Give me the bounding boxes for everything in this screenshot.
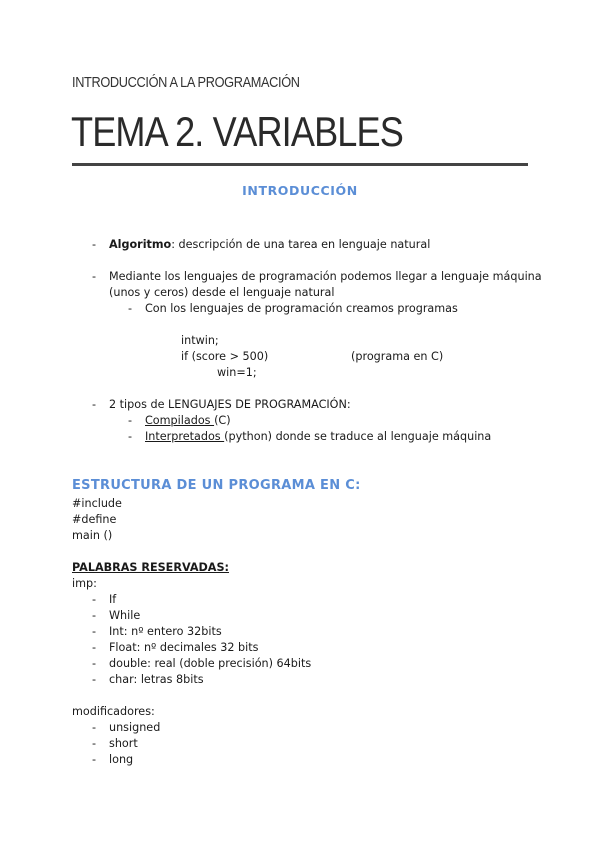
lenguajes-line-1: Mediante los lenguajes de programación podemos llegar a lenguaje máquina	[109, 270, 542, 283]
intro-heading: INTRODUCCIÓN	[242, 183, 358, 198]
title-divider	[72, 163, 528, 166]
compilados-rest: (C)	[214, 414, 231, 427]
modificadores-label: modificadores:	[72, 705, 155, 718]
bullet-dash: -	[92, 657, 97, 670]
bullet-dash: -	[92, 593, 97, 606]
bullet-dash: -	[92, 270, 97, 283]
estructura-line: #define	[72, 513, 117, 526]
sub-bullet-dash: -	[128, 302, 133, 315]
sub-bullet-dash: -	[128, 414, 133, 427]
sub-bullet-dash: -	[128, 430, 133, 443]
bullet-dash: -	[92, 238, 97, 251]
programas-line: Con los lenguajes de programación creamos programas	[145, 302, 458, 315]
bullet-dash: -	[92, 753, 97, 766]
bullet-dash: -	[92, 609, 97, 622]
compilados-term: Compilados	[145, 414, 215, 427]
bullet-dash: -	[92, 398, 97, 411]
interpretados-term: Interpretados	[145, 430, 225, 443]
code-note: (programa en C)	[351, 350, 444, 363]
code-line-1: intwin;	[181, 334, 219, 347]
compilados-line	[145, 414, 231, 428]
bullet-dash: -	[92, 737, 97, 750]
bullet-dash: -	[92, 673, 97, 686]
code-line-3: win=1;	[217, 366, 257, 379]
bullet-dash: -	[92, 625, 97, 638]
imp-item: Int: nº entero 32bits	[109, 625, 222, 638]
mod-item: short	[109, 737, 138, 750]
document-subtitle: INTRODUCCIÓN A LA PROGRAMACIÓN	[72, 75, 300, 91]
algoritmo-desc: : descripción de una tarea en lenguaje natural	[171, 238, 431, 251]
estructura-line: main ()	[72, 529, 113, 542]
algoritmo-line	[109, 238, 430, 252]
imp-item: Float: nº decimales 32 bits	[109, 641, 259, 654]
imp-item: double: real (doble precisión) 64bits	[109, 657, 312, 670]
tipos-line: 2 tipos de LENGUAJES DE PROGRAMACIÓN:	[109, 398, 351, 411]
lenguajes-line-2: (unos y ceros) desde el lenguaje natural	[109, 286, 335, 299]
document-title: TEMA 2. VARIABLES	[71, 108, 404, 155]
estructura-line: #include	[72, 497, 122, 510]
imp-label: imp:	[72, 577, 97, 590]
bullet-dash: -	[92, 641, 97, 654]
mod-item: unsigned	[109, 721, 161, 734]
bullet-dash: -	[92, 721, 97, 734]
algoritmo-term: Algoritmo	[109, 238, 172, 251]
imp-item: While	[109, 609, 141, 622]
palabras-heading: PALABRAS RESERVADAS:	[72, 561, 229, 574]
interpretados-line	[145, 430, 491, 444]
estructura-heading: ESTRUCTURA DE UN PROGRAMA EN C:	[72, 478, 361, 493]
imp-item: char: letras 8bits	[109, 673, 204, 686]
interpretados-rest: (python) donde se traduce al lenguaje máquina	[224, 430, 492, 443]
imp-item: If	[109, 593, 117, 606]
code-line-2: if (score > 500)	[181, 350, 269, 363]
mod-item: long	[109, 753, 134, 766]
